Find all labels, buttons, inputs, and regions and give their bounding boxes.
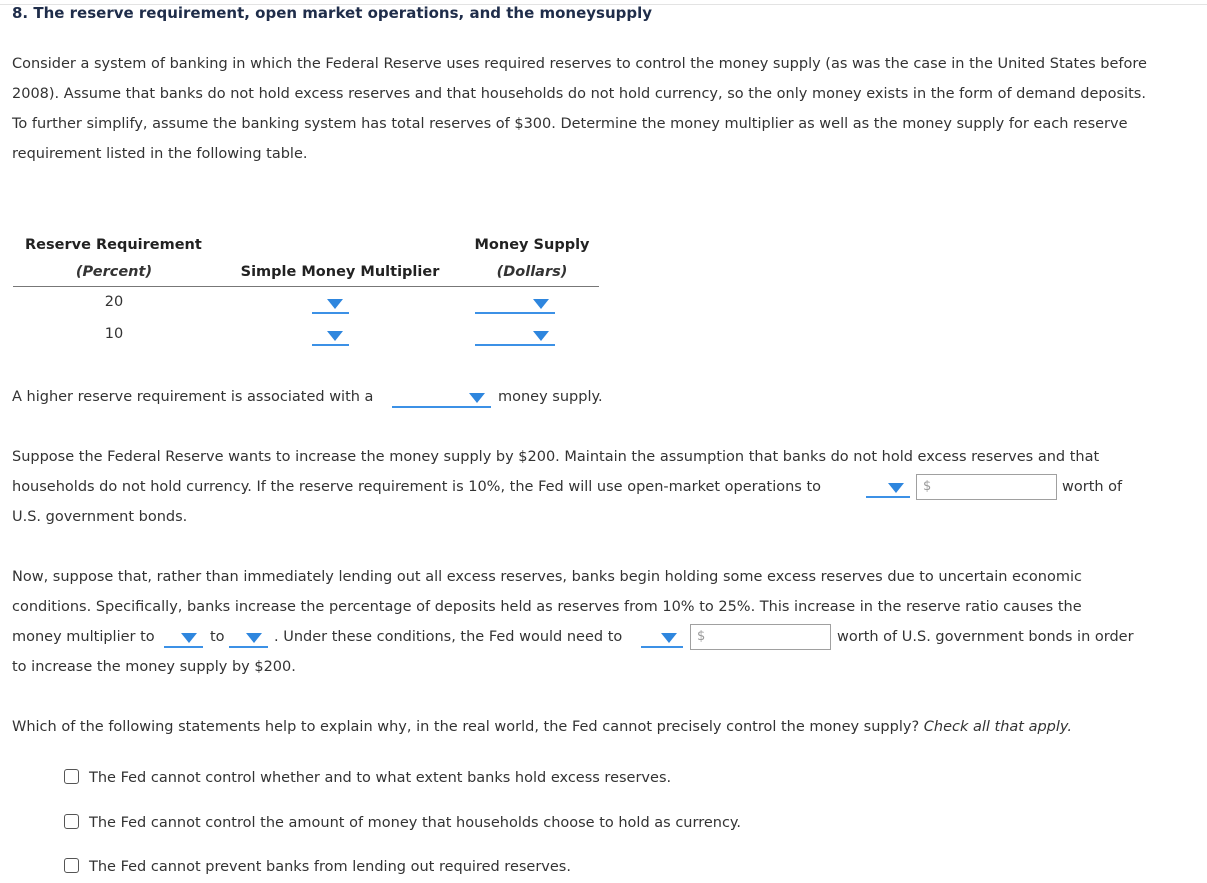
chevron-down-icon [469, 393, 485, 403]
col-reserve-header: Reserve Requirement [25, 237, 202, 253]
chevron-down-icon [888, 483, 904, 493]
col-money-supply-unit: (Dollars) [496, 263, 568, 280]
money-supply-10-dropdown[interactable] [475, 328, 555, 346]
chevron-down-icon [327, 299, 343, 309]
q4-line1: Now, suppose that, rather than immediately lending out all excess reserves, banks begin holding some excess reserves due to uncertain economic [12, 569, 1082, 585]
question-title: 8. The reserve requirement, open market operations, and the moneysupply [12, 4, 653, 22]
col-reserve-unit: (Percent) [75, 263, 153, 280]
q4-line4: to increase the money supply by $200. [12, 659, 296, 675]
open-market-amount-input[interactable] [916, 474, 1057, 500]
chevron-down-icon [661, 633, 677, 643]
q3-worth-of: worth of [1062, 479, 1123, 495]
q2-text-before: A higher reserve requirement is associated with a [12, 389, 374, 405]
chevron-down-icon [246, 633, 262, 643]
option-currency-checkbox[interactable] [64, 814, 79, 829]
option-currency-label[interactable]: The Fed cannot control the amount of money that households choose to hold as currency. [89, 815, 742, 831]
option-required-reserves-label[interactable]: The Fed cannot prevent banks from lending out required reserves. [89, 859, 571, 875]
table-row-10-reserve: 10 [104, 326, 124, 342]
col-money-supply-header: Money Supply [474, 237, 590, 253]
q3-line1: Suppose the Federal Reserve wants to increase the money supply by $200. Maintain the assumption that banks do not hold excess reserves and that [12, 449, 1100, 465]
q5-prompt: Which of the following statements help to explain why, in the real world, the Fed cannot precisely control the money supply? [12, 719, 920, 735]
q5-instruction: Check all that apply. [923, 719, 1072, 735]
fed-action-dropdown[interactable] [641, 630, 683, 648]
reserve-money-supply-relation-dropdown[interactable] [392, 390, 491, 408]
q5-prompt-line [12, 719, 1072, 735]
q2-text-after: money supply. [498, 389, 603, 405]
chevron-down-icon [181, 633, 197, 643]
intro-paragraph: Consider a system of banking in which the Federal Reserve uses required reserves to control the money supply (as was the case in the United States before 2008). Assume that banks do not hold excess reserves and that households do not hold currency, so the only money exists in the form of demand deposits. To further simplify, assume the banking system has total reserves of $300. Determine the money multiplier as well as the money supply for each reserve requirement listed in the following table. [12, 56, 1147, 162]
multiplier-20-dropdown[interactable] [312, 296, 349, 314]
multiplier-10-dropdown[interactable] [312, 328, 349, 346]
q3-line2: households do not hold currency. If the reserve requirement is 10%, the Fed will use open-market operations to [12, 479, 822, 495]
col-multiplier-header: Simple Money Multiplier [240, 263, 440, 280]
q4-line3-a: money multiplier to [12, 629, 155, 645]
option-excess-reserves-checkbox[interactable] [64, 769, 79, 784]
dollar-sign: $ [923, 479, 932, 494]
q4-line3-c: worth of U.S. government bonds in order [837, 629, 1134, 645]
chevron-down-icon [533, 299, 549, 309]
fed-amount-input[interactable] [690, 624, 831, 650]
open-market-action-dropdown[interactable] [866, 480, 910, 498]
option-excess-reserves-label[interactable]: The Fed cannot control whether and to what extent banks hold excess reserves. [89, 770, 672, 786]
multiplier-from-dropdown[interactable] [164, 630, 203, 648]
chevron-down-icon [533, 331, 549, 341]
q4-to: to [210, 629, 225, 645]
q4-line3-b: . Under these conditions, the Fed would need to [274, 629, 623, 645]
q3-line3: U.S. government bonds. [12, 509, 188, 525]
q4-line2: conditions. Specifically, banks increase the percentage of deposits held as reserves from 10% to 25%. This increase in the reserve ratio causes the [12, 599, 1082, 615]
dollar-sign: $ [697, 629, 706, 644]
chevron-down-icon [327, 331, 343, 341]
multiplier-to-dropdown[interactable] [229, 630, 268, 648]
money-supply-20-dropdown[interactable] [475, 296, 555, 314]
option-required-reserves-checkbox[interactable] [64, 858, 79, 873]
table-row-20-reserve: 20 [104, 294, 124, 311]
